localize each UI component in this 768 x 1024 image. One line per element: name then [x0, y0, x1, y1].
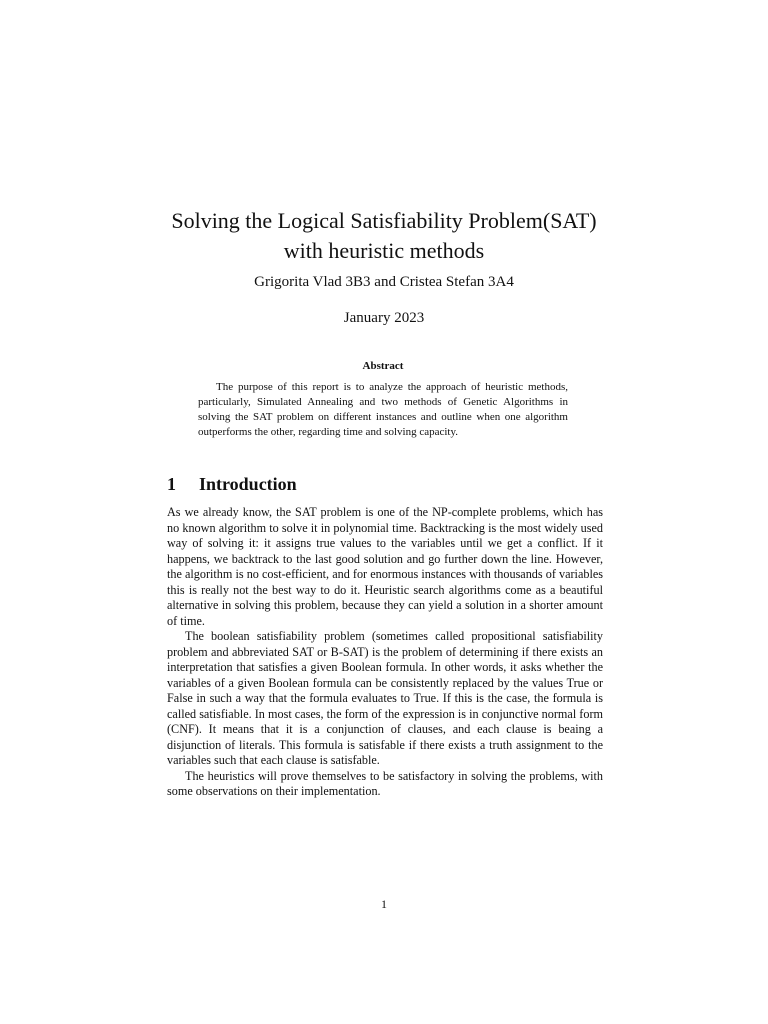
section-number: 1 [167, 474, 176, 494]
paper-title-line-1: Solving the Logical Satisfiability Problem(SAT) [171, 208, 597, 233]
title-block [0, 206, 768, 292]
body-paragraph: The boolean satisfiability problem (sometimes called propositional satisfiability problem and abbreviated SAT or B-SAT) is the problem of determining if there exists an interpretation that satisfies a given Boolean formula. In other words, it asks whether the variables of a given Boolean formula can be consistently replaced by the values True or False in such a way that the formula evaluates to True. If this is the case, the formula is called satisfiable. In most cases, the form of the expression is in conjunctive normal form (CNF). It means that it is a conjunction of clauses, and each clause is beaing a disjunction of literals. This formula is satisfable if there exists a truth assignment to the variables such that each clause is satisfable. [167, 629, 603, 767]
abstract-block [198, 358, 568, 440]
paper-date: January 2023 [343, 310, 425, 326]
section-title: Introduction [199, 474, 297, 494]
section-heading [167, 472, 297, 496]
paper-authors: Grigorita Vlad 3B3 and Cristea Stefan 3A4 [254, 274, 514, 290]
page-number: 1 [381, 897, 387, 911]
body-paragraph: As we already know, the SAT problem is one of the NP-complete problems, which has no known algorithm to solve it in polynomial time. Backtracking is the most widely used way of solving it: it assigns true values to the variables until we get a conflict. If it happens, we backtrack to the last good solution and go further down the line. However, the algorithm is no cost-efficient, and for enormous instances with thousands of variables this is really not the best way to do it. Heuristic search algorithms come as a beautiful alternative in solving this problem, because they can yield a solution in a shorter amount of time. [167, 505, 603, 628]
section-body [167, 505, 603, 800]
abstract-text: The purpose of this report is to analyze the approach of heuristic methods, particularly, Simulated Annealing and two methods of Genetic Algorithms in solving the SAT problem on different instances and outline when one algorithm outperforms the other, regarding time and solving capacity. [198, 381, 568, 438]
body-paragraph: The heuristics will prove themselves to be satisfactory in solving the problems, with some observations on their implementation. [167, 768, 603, 798]
abstract-heading: Abstract [362, 360, 404, 372]
paper-title-line-2: with heuristic methods [283, 238, 485, 263]
